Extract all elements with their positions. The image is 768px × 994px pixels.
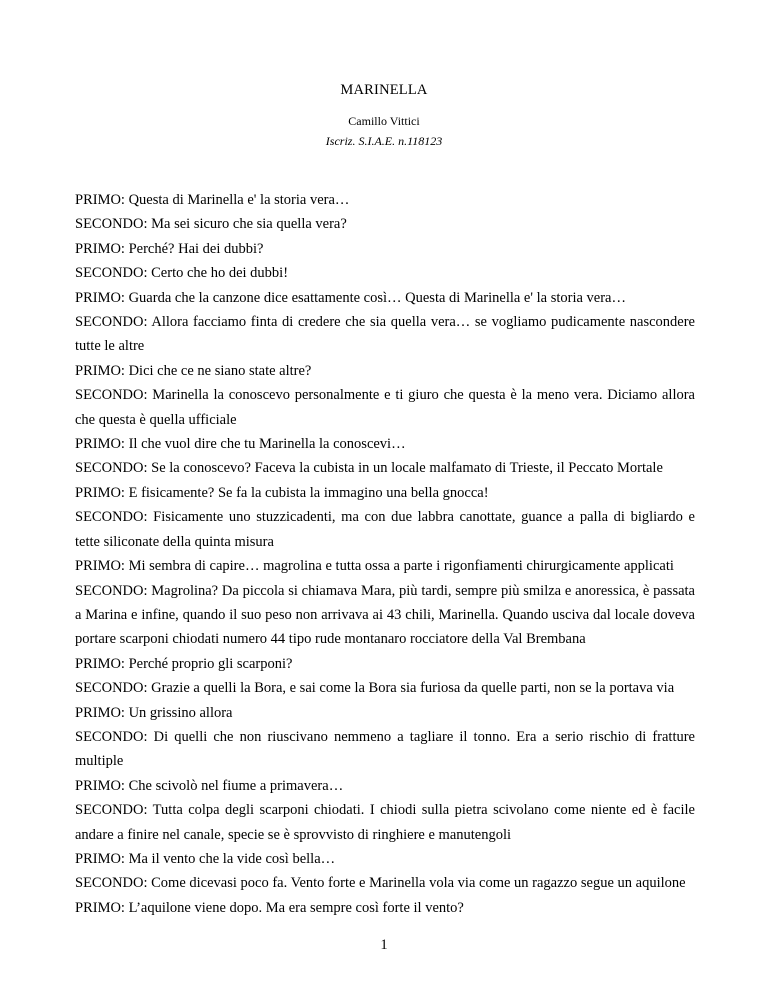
dialogue-line: PRIMO: Questa di Marinella e' la storia vera… <box>75 192 350 208</box>
dialogue-line: SECONDO: Magrolina? Da piccola si chiamava Mara, più tardi, sempre più smilza e anoressica, è passata a Marina e infine, quando il suo peso non arrivava ai 43 chili, Marinella. Quando usciva dal locale doveva portare scarponi chiodati numero 44 tipo rude montanaro rocciatore della Val Brembana <box>75 582 695 648</box>
dialogue-line: PRIMO: Un grissino allora <box>75 704 233 721</box>
dialogue-line: SECONDO: Se la conoscevo? Faceva la cubista in un locale malfamato di Trieste, il Peccato Mortale <box>75 460 663 477</box>
dialogue-line: PRIMO: Mi sembra di capire… magrolina e tutta ossa a parte i rigonfiamenti chirurgicamente applicati <box>75 558 674 575</box>
dialogue-body <box>75 188 695 920</box>
dialogue-line: SECONDO: Certo che ho dei dubbi! <box>75 265 289 282</box>
registration-number: Iscriz. S.I.A.E. n.118123 <box>325 134 443 148</box>
dialogue-line: SECONDO: Tutta colpa degli scarponi chiodati. I chiodi sulla pietra scivolano come niente ed è facile andare a finire nel canale, specie se è sprovvisto di ringhiere e manutengoli <box>75 802 695 843</box>
dialogue-line: PRIMO: Ma il vento che la vide così bella… <box>75 850 336 867</box>
dialogue-line: SECONDO: Come dicevasi poco fa. Vento forte e Marinella vola via come un ragazzo segue un aquilone <box>75 875 686 892</box>
dialogue-line: PRIMO: Perché proprio gli scarponi? <box>75 655 293 672</box>
dialogue-line: SECONDO: Marinella la conoscevo personalmente e ti giuro che questa è la meno vera. Diciamo allora che questa è quella ufficiale <box>75 387 695 428</box>
dialogue-line: SECONDO: Allora facciamo finta di credere che sia quella vera… se vogliamo pudicamente nascondere tutte le altre <box>75 314 695 355</box>
dialogue-line: PRIMO: E fisicamente? Se fa la cubista la immagino una bella gnocca! <box>75 484 489 501</box>
page-number: 1 <box>380 937 388 953</box>
author-name: Camillo Vittici <box>348 114 420 128</box>
dialogue-line: PRIMO: Che scivolò nel fiume a primavera… <box>75 777 344 794</box>
dialogue-line: SECONDO: Grazie a quelli la Bora, e sai come la Bora sia furiosa da quelle parti, non se la portava via <box>75 680 675 697</box>
dialogue-line: SECONDO: Fisicamente uno stuzzicadenti, ma con due labbra canottate, guance a palla di bigliardo e tette siliconate della quinta misura <box>75 509 695 550</box>
dialogue-line: PRIMO: Guarda che la canzone dice esattamente così… Questa di Marinella e' la storia vera… <box>75 289 626 306</box>
dialogue-line: PRIMO: Dici che ce ne siano state altre? <box>75 362 312 379</box>
dialogue-line: PRIMO: L’aquilone viene dopo. Ma era sempre così forte il vento? <box>75 899 464 916</box>
dialogue-line: SECONDO: Ma sei sicuro che sia quella vera? <box>75 216 347 233</box>
dialogue-line: PRIMO: Il che vuol dire che tu Marinella la conoscevi… <box>75 436 406 453</box>
document-title: MARINELLA <box>340 82 428 98</box>
dialogue-line: SECONDO: Di quelli che non riuscivano nemmeno a tagliare il tonno. Era a serio rischio di fratture multiple <box>75 728 695 770</box>
dialogue-line: PRIMO: Perché? Hai dei dubbi? <box>75 240 264 257</box>
